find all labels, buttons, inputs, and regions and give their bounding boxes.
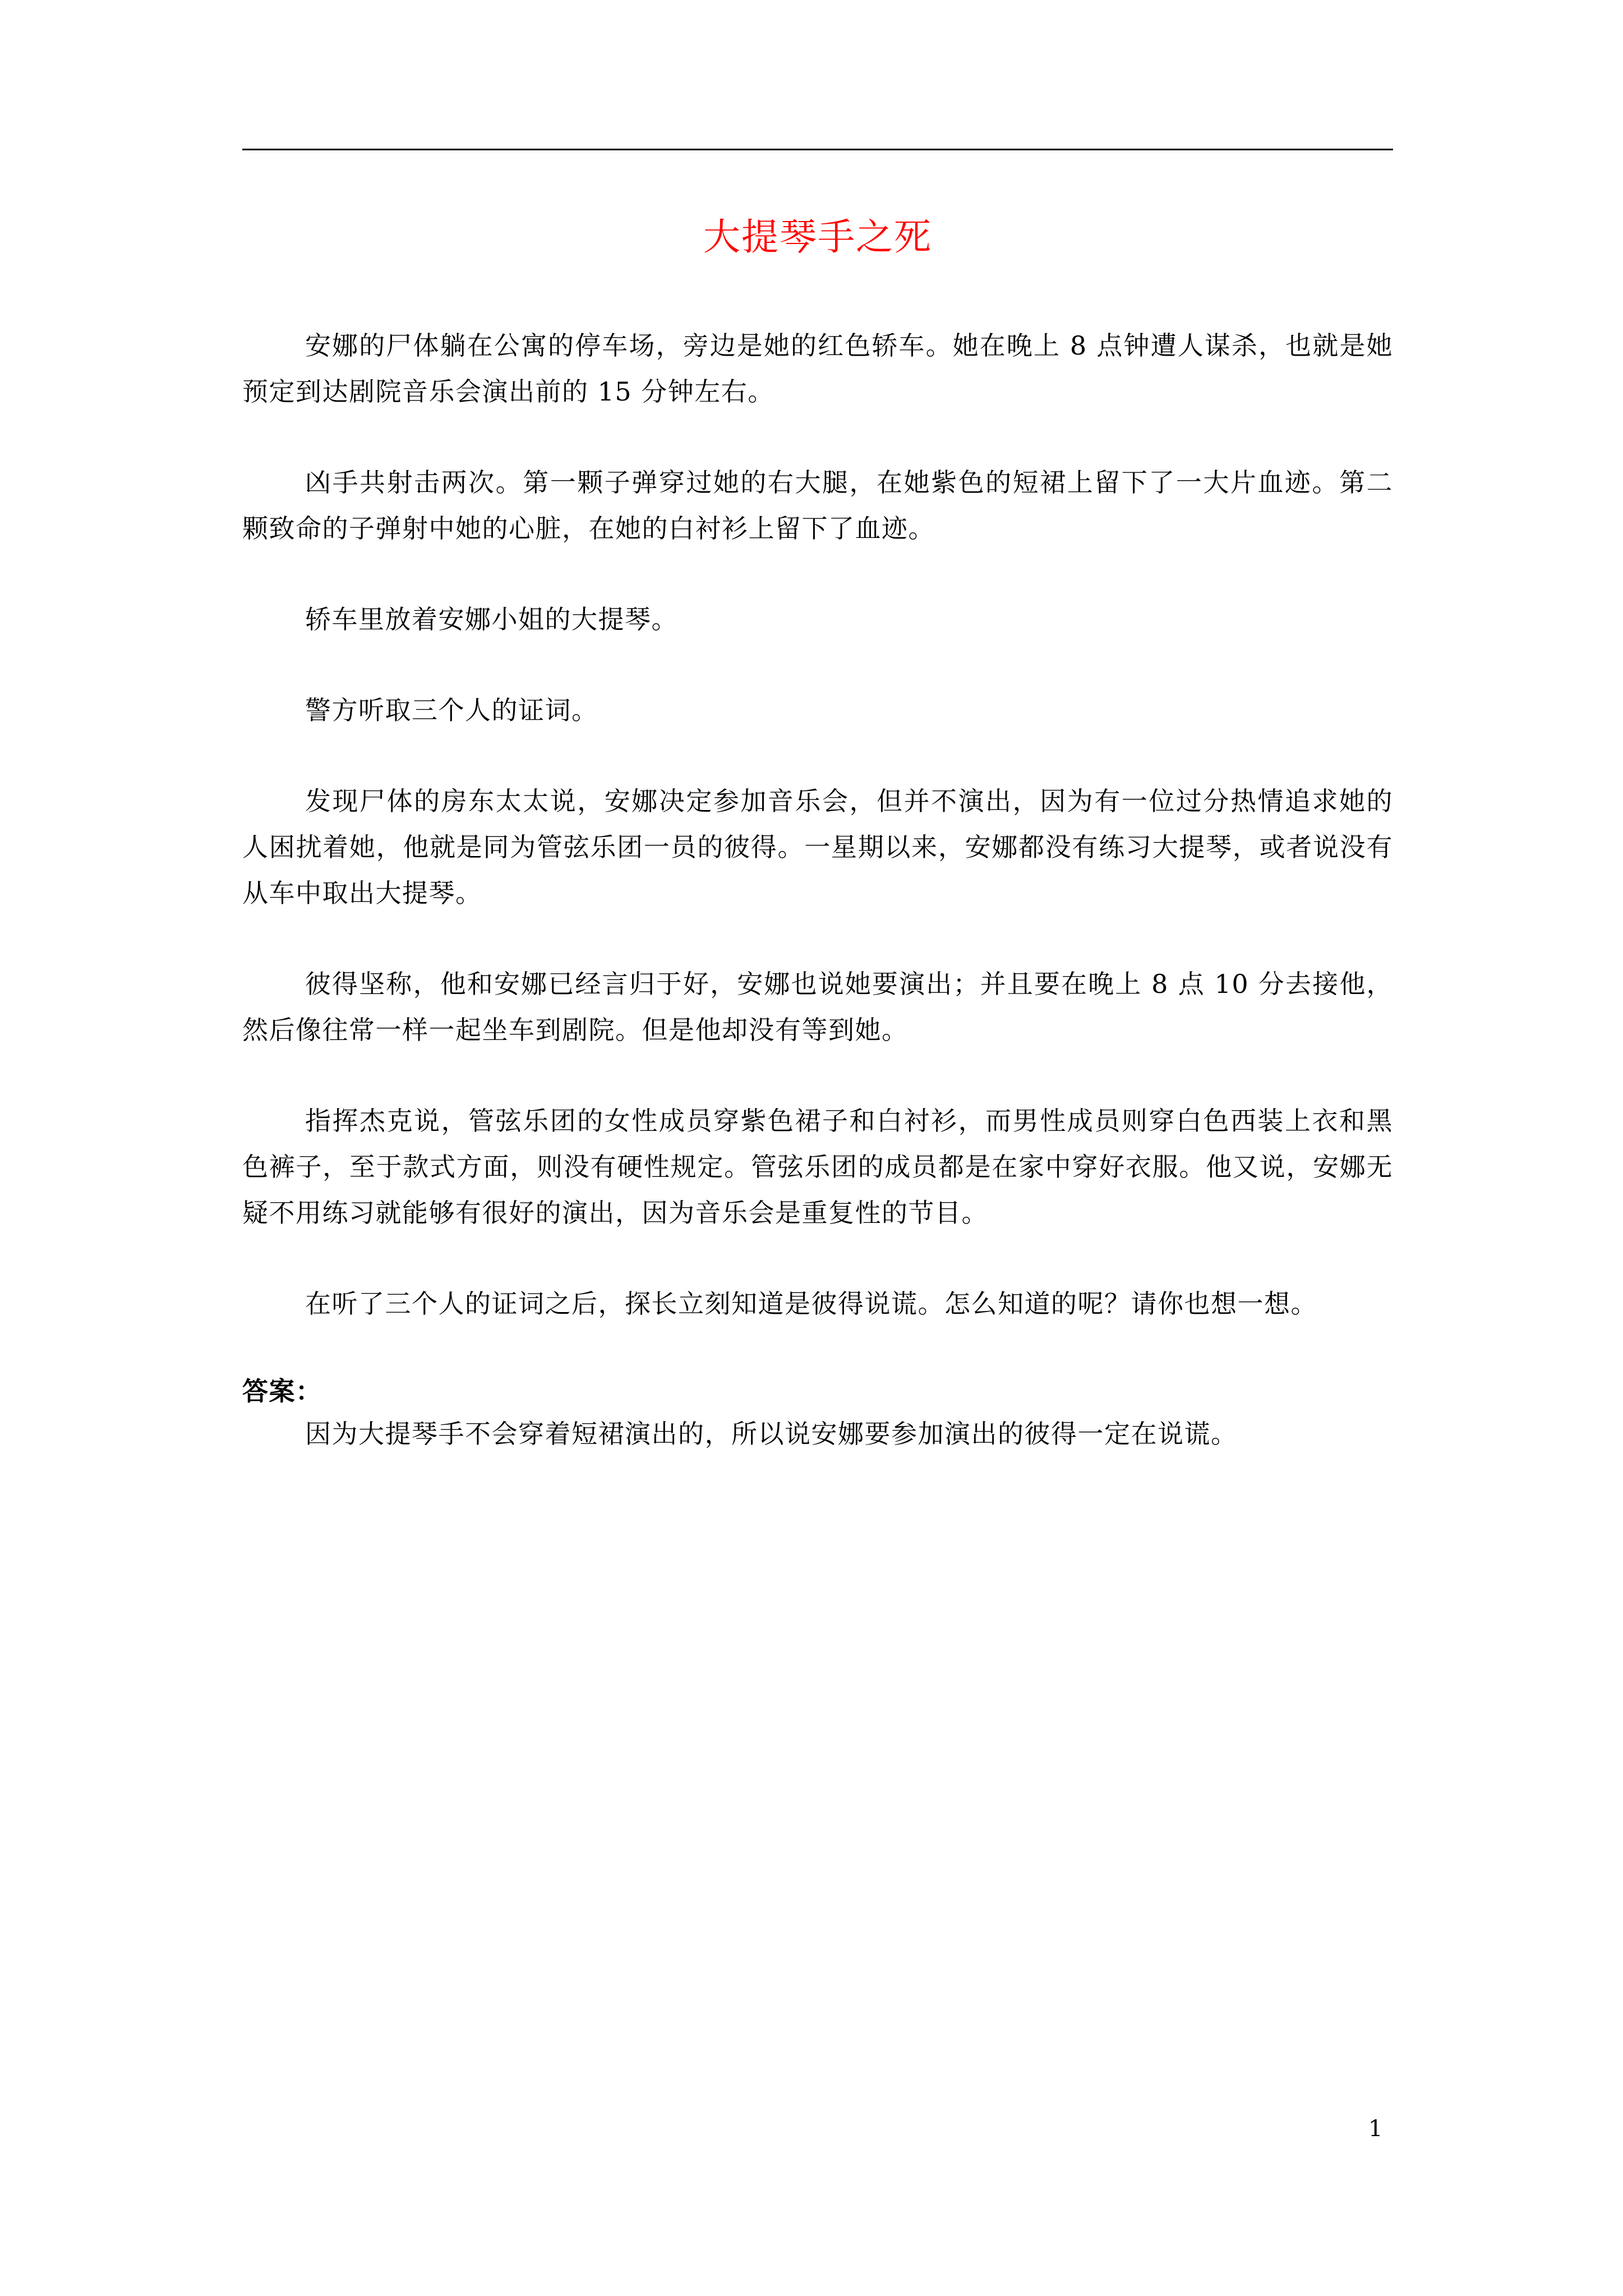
page-number: 1 [1368,2116,1383,2142]
paragraph-8: 在听了三个人的证词之后，探长立刻知道是彼得说谎。怎么知道的呢？请你也想一想。 [305,1289,1317,1319]
paragraph-5: 发现尸体的房东太太说，安娜决定参加音乐会，但并不演出，因为有一位过分热情追求她的人困扰着她，他就是同为管弦乐团一员的彼得。一星期以来，安娜都没有练习大提琴，或者说没有从车中取出大提琴。 [242,786,1393,908]
paragraph-1: 安娜的尸体躺在公寓的停车场，旁边是她的红色轿车。她在晚上 8 点钟遭人谋杀，也就是她预定到达剧院音乐会演出前的 15 分钟左右。 [242,330,1393,407]
document-title: 大提琴手之死 [703,215,932,259]
paragraph-2: 凶手共射击两次。第一颗子弹穿过她的右大腿，在她紫色的短裙上留下了一大片血迹。第二颗致命的子弹射中她的心脏，在她的白衬衫上留下了血迹。 [242,467,1393,544]
document-body [242,323,1393,1457]
paragraph-6: 彼得坚称，他和安娜已经言归于好，安娜也说她要演出；并且要在晚上 8 点 10 分去接他，然后像往常一样一起坐车到剧院。但是他却没有等到她。 [242,969,1393,1045]
paragraph-4: 警方听取三个人的证词。 [305,695,598,725]
answer-text: 因为大提琴手不会穿着短裙演出的，所以说安娜要参加演出的彼得一定在说谎。 [305,1419,1238,1449]
paragraph-3: 轿车里放着安娜小姐的大提琴。 [305,604,678,634]
answer-heading: 答案： [242,1376,322,1406]
header-rule [242,149,1393,150]
paragraph-7: 指挥杰克说，管弦乐团的女性成员穿紫色裙子和白衬衫，而男性成员则穿白色西装上衣和黑色裤子，至于款式方面，则没有硬性规定。管弦乐团的成员都是在家中穿好衣服。他又说，安娜无疑不用练习就能够有很好的演出，因为音乐会是重复性的节目。 [242,1106,1393,1228]
